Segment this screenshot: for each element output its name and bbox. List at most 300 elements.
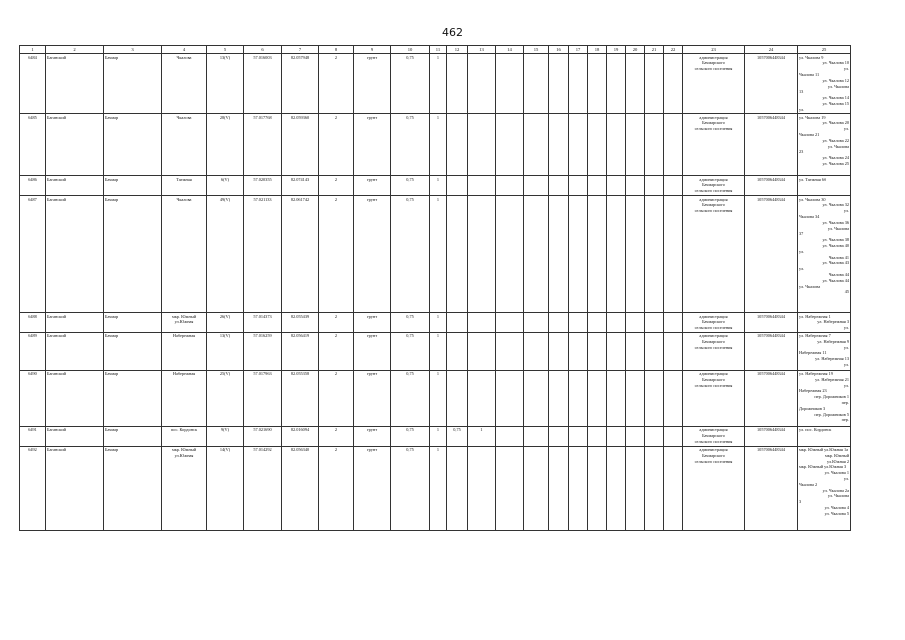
address-line: ул. Чкалова	[827, 225, 849, 231]
cell-empty	[664, 426, 683, 446]
cell-c11: 1	[430, 446, 447, 530]
cell-empty	[607, 446, 626, 530]
cell-empty	[524, 370, 549, 426]
cell-id: 6489	[20, 332, 46, 370]
cell-empty	[626, 446, 645, 530]
cell-district: Баганский	[46, 114, 104, 176]
cell-inn: 1057006448344	[745, 54, 798, 114]
owner-line: администрация	[699, 427, 728, 433]
cell-empty	[607, 114, 626, 176]
cell-empty	[496, 332, 524, 370]
cell-c9: грунт	[354, 176, 391, 196]
cell-empty	[549, 370, 569, 426]
cell-empty	[607, 370, 626, 426]
cell-empty	[626, 196, 645, 313]
address-line: ул. Чкалова 12	[822, 77, 849, 83]
column-header: 17	[569, 46, 588, 54]
cell-district: Баганский	[46, 446, 104, 530]
cell-empty	[645, 332, 664, 370]
owner-line: сельского поселения	[694, 188, 733, 194]
cell-c10: 0,75	[391, 332, 430, 370]
cell-district: Баганский	[46, 332, 104, 370]
cell-empty	[496, 370, 524, 426]
cell-c11: 1	[430, 332, 447, 370]
cell-lon: 82.056419	[282, 332, 319, 370]
cell-street: Чкалова	[162, 114, 207, 176]
address-line: мкр. Южный	[824, 452, 849, 458]
owner-line: администрация	[699, 196, 728, 202]
cell-house: 25(V)	[207, 370, 244, 426]
owner-line: Бачмарского	[702, 338, 725, 344]
cell-c10: 0,75	[391, 370, 430, 426]
cell-c10: 0,75	[391, 114, 430, 176]
cell-addresses	[798, 114, 851, 176]
cell-c13	[468, 332, 496, 370]
address-line: ул. Чкалова 10	[822, 60, 849, 66]
cell-lon: 82.061742	[282, 196, 319, 313]
cell-empty	[569, 54, 588, 114]
cell-empty	[664, 370, 683, 426]
cell-lat: 57.014373	[244, 313, 282, 332]
cell-lon: 82.057948	[282, 54, 319, 114]
cell-empty	[524, 114, 549, 176]
column-header: 4	[162, 46, 207, 54]
cell-id: 6492	[20, 446, 46, 530]
address-line: ул.	[799, 266, 805, 272]
column-header: 16	[549, 46, 569, 54]
address-line: Набережная 23	[799, 388, 827, 394]
cell-locality: Бачмар	[104, 446, 162, 530]
cell-addresses	[798, 176, 851, 196]
cell-district: Баганский	[46, 370, 104, 426]
owner-line: сельского поселения	[694, 438, 733, 444]
cell-empty	[549, 176, 569, 196]
address-line: мкр. Южный ул.Южная 3	[799, 464, 847, 470]
cell-c13	[468, 176, 496, 196]
cell-owner	[683, 176, 745, 196]
cell-c11: 1	[430, 196, 447, 313]
cell-house: 49(V)	[207, 196, 244, 313]
cell-inn: 1057006448344	[745, 313, 798, 332]
cell-locality: Бачмар	[104, 426, 162, 446]
cell-empty	[588, 370, 607, 426]
owner-line: сельского поселения	[694, 126, 733, 132]
cell-empty	[496, 446, 524, 530]
address-line: ул. Набережная 21	[815, 376, 849, 382]
owner-line: Бачмарского	[702, 376, 725, 382]
cell-empty	[588, 196, 607, 313]
cell-lat: 57.020355	[244, 176, 282, 196]
cell-empty	[524, 176, 549, 196]
cell-empty	[645, 313, 664, 332]
cell-locality: Бачмар	[104, 176, 162, 196]
cell-empty	[496, 313, 524, 332]
address-line: ул. Набережная 1	[799, 313, 831, 319]
cell-c10: 0,75	[391, 313, 430, 332]
cell-c13	[468, 370, 496, 426]
address-line: Чкалова 2	[799, 481, 818, 487]
cell-empty	[549, 114, 569, 176]
cell-street: Набережная	[162, 370, 207, 426]
cell-empty	[588, 114, 607, 176]
owner-line: сельского поселения	[694, 208, 733, 214]
owner-line: Бачмарского	[702, 432, 725, 438]
address-line: ул.	[843, 126, 849, 132]
cell-empty	[524, 54, 549, 114]
address-line: ул. Чкалова 5	[824, 510, 849, 516]
address-line: ул. Чкалова 24	[822, 155, 849, 161]
cell-empty	[645, 446, 664, 530]
owner-line: администрация	[699, 371, 728, 377]
address-line: Дорожников 3	[799, 405, 826, 411]
cell-empty	[569, 426, 588, 446]
cell-house: 13(V)	[207, 332, 244, 370]
cell-id: 6488	[20, 313, 46, 332]
cell-empty	[626, 54, 645, 114]
column-header: 11	[430, 46, 447, 54]
cell-district: Баганский	[46, 196, 104, 313]
cell-empty	[588, 176, 607, 196]
cell-empty	[588, 313, 607, 332]
owner-line: администрация	[699, 333, 728, 339]
cell-addresses	[798, 332, 851, 370]
cell-owner	[683, 196, 745, 313]
owner-line: Бачмарского	[702, 202, 725, 208]
cell-empty	[496, 196, 524, 313]
cell-c11: 1	[430, 370, 447, 426]
cell-empty	[626, 426, 645, 446]
cell-empty	[664, 114, 683, 176]
column-header: 25	[798, 46, 851, 54]
cell-c9: грунт	[354, 370, 391, 426]
cell-empty	[626, 114, 645, 176]
address-line: Чкалова 11	[799, 72, 820, 78]
cell-c13: 1	[468, 426, 496, 446]
cell-lon: 82.059360	[282, 114, 319, 176]
cell-street: Чкалова	[162, 54, 207, 114]
cell-id: 6484	[20, 54, 46, 114]
cell-lon: 82.055358	[282, 370, 319, 426]
address-line: пер.	[841, 400, 849, 406]
owner-line: Бачмарского	[702, 182, 725, 188]
address-line: ул. Чкалова 36	[822, 219, 849, 225]
address-line: ул. Чкалова	[827, 493, 849, 499]
address-line: пер. Дорожников 5	[814, 411, 849, 417]
cell-c8: 2	[319, 176, 354, 196]
cell-addresses	[798, 446, 851, 530]
cell-empty	[645, 176, 664, 196]
cell-lat: 57.021690	[244, 426, 282, 446]
cell-lat: 57.017768	[244, 114, 282, 176]
cell-lat: 57.021133	[244, 196, 282, 313]
column-header: 10	[391, 46, 430, 54]
address-line: ул.	[843, 208, 849, 214]
column-header: 21	[645, 46, 664, 54]
address-line: 37	[799, 231, 804, 237]
cell-c11: 1	[430, 313, 447, 332]
owner-line: сельского поселения	[694, 382, 733, 388]
owner-line: администрация	[699, 313, 728, 319]
address-line: ул. Чкалова 19	[799, 114, 826, 120]
cell-district: Баганский	[46, 313, 104, 332]
cell-c9: грунт	[354, 332, 391, 370]
cell-locality: Бачмар	[104, 54, 162, 114]
address-line: ул. Чкалова 2а	[822, 487, 849, 493]
owner-line: администрация	[699, 447, 728, 453]
cell-locality: Бачмар	[104, 114, 162, 176]
address-line: ул. Чкалова 15	[822, 101, 849, 107]
cell-c12	[447, 54, 468, 114]
cell-c12	[447, 176, 468, 196]
cell-district: Баганский	[46, 54, 104, 114]
cell-empty	[569, 196, 588, 313]
cell-locality: Бачмар	[104, 332, 162, 370]
cell-empty	[549, 426, 569, 446]
cell-empty	[607, 196, 626, 313]
cell-c10: 0,75	[391, 54, 430, 114]
cell-street: Набережная	[162, 332, 207, 370]
address-line: ул. Набережная 19	[799, 371, 833, 377]
cell-c9: грунт	[354, 446, 391, 530]
cell-inn: 1057006448344	[745, 370, 798, 426]
owner-line: Бачмарского	[702, 452, 725, 458]
cell-empty	[496, 54, 524, 114]
address-line: ул.	[843, 344, 849, 350]
cell-empty	[588, 446, 607, 530]
address-line: ул. Чкалова	[827, 83, 849, 89]
cell-addresses	[798, 54, 851, 114]
cell-empty	[664, 332, 683, 370]
cell-empty	[524, 196, 549, 313]
cell-district: Баганский	[46, 176, 104, 196]
cell-c12	[447, 370, 468, 426]
cell-empty	[607, 332, 626, 370]
cell-c12	[447, 114, 468, 176]
column-header: 19	[607, 46, 626, 54]
owner-line: администрация	[699, 114, 728, 120]
cell-empty	[524, 313, 549, 332]
cell-empty	[664, 176, 683, 196]
cell-c12	[447, 332, 468, 370]
cell-house: 6(V)	[207, 176, 244, 196]
address-line: ул. Чкалова	[799, 283, 821, 289]
address-line: ул. Чкалова 22	[822, 137, 849, 143]
address-line: ул. Чкалова 44	[822, 277, 849, 283]
column-header: 24	[745, 46, 798, 54]
cell-lat: 57.017963	[244, 370, 282, 426]
address-line: ул. Чкалова 40	[822, 243, 849, 249]
cell-owner	[683, 370, 745, 426]
cell-id: 6487	[20, 196, 46, 313]
cell-owner	[683, 446, 745, 530]
cell-street: Таежная	[162, 176, 207, 196]
address-line: ул.	[843, 362, 849, 368]
table-row	[20, 196, 851, 313]
cell-id: 6485	[20, 114, 46, 176]
address-line: ул. Набережная 9	[817, 338, 849, 344]
address-line: ул.	[843, 66, 849, 72]
table-row	[20, 370, 851, 426]
cell-empty	[569, 446, 588, 530]
address-line: Чкалова 41	[828, 254, 849, 260]
address-line: ул. Чкалова 43	[822, 260, 849, 266]
cell-empty	[626, 313, 645, 332]
cell-empty	[549, 446, 569, 530]
owner-line: Бачмарского	[702, 319, 725, 325]
cell-c9: грунт	[354, 54, 391, 114]
registry-table	[19, 45, 851, 531]
cell-c12	[447, 446, 468, 530]
owner-line: сельского поселения	[694, 458, 733, 464]
address-line: Чкалова 21	[799, 132, 820, 138]
cell-empty	[496, 114, 524, 176]
cell-lat: 57.016003	[244, 54, 282, 114]
cell-owner	[683, 54, 745, 114]
cell-owner	[683, 332, 745, 370]
cell-empty	[588, 426, 607, 446]
owner-line: администрация	[699, 176, 728, 182]
column-header: 1	[20, 46, 46, 54]
cell-empty	[569, 313, 588, 332]
cell-empty	[607, 176, 626, 196]
address-line: ул. Таежная 6б	[799, 176, 827, 182]
cell-empty	[664, 446, 683, 530]
cell-street: мкр. Южный ул.Южная	[162, 313, 207, 332]
address-line: ул. пос. Кордонск	[799, 427, 832, 433]
cell-addresses	[798, 313, 851, 332]
cell-c9: грунт	[354, 426, 391, 446]
table-body	[20, 54, 851, 530]
address-line: 13	[799, 89, 804, 95]
cell-c12	[447, 313, 468, 332]
cell-empty	[607, 426, 626, 446]
cell-c10: 0,75	[391, 176, 430, 196]
table-row	[20, 332, 851, 370]
cell-inn: 1057006448344	[745, 446, 798, 530]
cell-house: 9(V)	[207, 426, 244, 446]
cell-c8: 2	[319, 114, 354, 176]
cell-c9: грунт	[354, 114, 391, 176]
cell-addresses	[798, 370, 851, 426]
owner-line: Бачмарского	[702, 60, 725, 66]
cell-empty	[549, 332, 569, 370]
address-line: мкр. Южный ул.Южная 1а	[799, 447, 849, 453]
column-header: 6	[244, 46, 282, 54]
address-line: пер.	[841, 417, 849, 423]
cell-c11: 1	[430, 426, 447, 446]
address-line: ул. Набережная 13	[815, 356, 849, 362]
cell-c8: 2	[319, 196, 354, 313]
cell-empty	[607, 54, 626, 114]
address-line: ул. Чкалова 4	[824, 505, 849, 511]
column-header: 2	[46, 46, 104, 54]
address-line: 45	[844, 289, 849, 295]
cell-empty	[645, 114, 664, 176]
address-line: ул.	[799, 248, 805, 254]
cell-id: 6486	[20, 176, 46, 196]
table-row	[20, 446, 851, 530]
cell-house: 13(V)	[207, 54, 244, 114]
table-row	[20, 54, 851, 114]
table-row	[20, 426, 851, 446]
address-line: 23	[799, 149, 804, 155]
cell-house: 14(V)	[207, 446, 244, 530]
column-header: 5	[207, 46, 244, 54]
owner-line: администрация	[699, 54, 728, 60]
cell-empty	[664, 196, 683, 313]
cell-id: 6491	[20, 426, 46, 446]
cell-id: 6490	[20, 370, 46, 426]
address-line: ул. Чкалова 25	[822, 161, 849, 167]
address-line: ул. Чкалова 14	[822, 95, 849, 101]
cell-empty	[569, 176, 588, 196]
cell-locality: Бачмар	[104, 370, 162, 426]
address-line: ул. Чкалова 38	[822, 237, 849, 243]
cell-c10: 0,75	[391, 426, 430, 446]
address-line: Чкалова 34	[799, 214, 820, 220]
cell-empty	[607, 313, 626, 332]
cell-empty	[626, 176, 645, 196]
column-header: 13	[468, 46, 496, 54]
cell-empty	[588, 332, 607, 370]
cell-lon: 82.016094	[282, 426, 319, 446]
cell-empty	[549, 54, 569, 114]
cell-empty	[524, 332, 549, 370]
column-header: 22	[664, 46, 683, 54]
cell-empty	[524, 426, 549, 446]
cell-c12	[447, 196, 468, 313]
cell-c11: 1	[430, 176, 447, 196]
cell-inn: 1057006448344	[745, 426, 798, 446]
cell-inn: 1057006448344	[745, 176, 798, 196]
cell-lon: 82.074143	[282, 176, 319, 196]
owner-line: сельского поселения	[694, 344, 733, 350]
cell-empty	[496, 426, 524, 446]
address-line: Набережная 11	[799, 350, 827, 356]
column-header: 3	[104, 46, 162, 54]
column-header: 7	[282, 46, 319, 54]
cell-owner	[683, 426, 745, 446]
cell-c8: 2	[319, 54, 354, 114]
cell-addresses	[798, 196, 851, 313]
cell-c11: 1	[430, 114, 447, 176]
cell-c10: 0,75	[391, 446, 430, 530]
cell-c8: 2	[319, 426, 354, 446]
address-line: Чкалова 44	[828, 272, 849, 278]
cell-empty	[664, 54, 683, 114]
cell-empty	[664, 313, 683, 332]
column-header: 12	[447, 46, 468, 54]
cell-empty	[569, 114, 588, 176]
column-header: 23	[683, 46, 745, 54]
cell-empty	[645, 426, 664, 446]
cell-addresses	[798, 426, 851, 446]
cell-c13	[468, 313, 496, 332]
address-line: ул.	[843, 325, 849, 331]
cell-owner	[683, 114, 745, 176]
cell-owner	[683, 313, 745, 332]
address-line: ул.	[843, 382, 849, 388]
column-header: 18	[588, 46, 607, 54]
address-line: ул. Набережная 3	[817, 319, 849, 325]
column-header: 20	[626, 46, 645, 54]
table-row	[20, 313, 851, 332]
cell-c8: 2	[319, 370, 354, 426]
cell-inn: 1057006448344	[745, 332, 798, 370]
cell-lon: 82.055439	[282, 313, 319, 332]
cell-empty	[549, 196, 569, 313]
cell-empty	[588, 54, 607, 114]
